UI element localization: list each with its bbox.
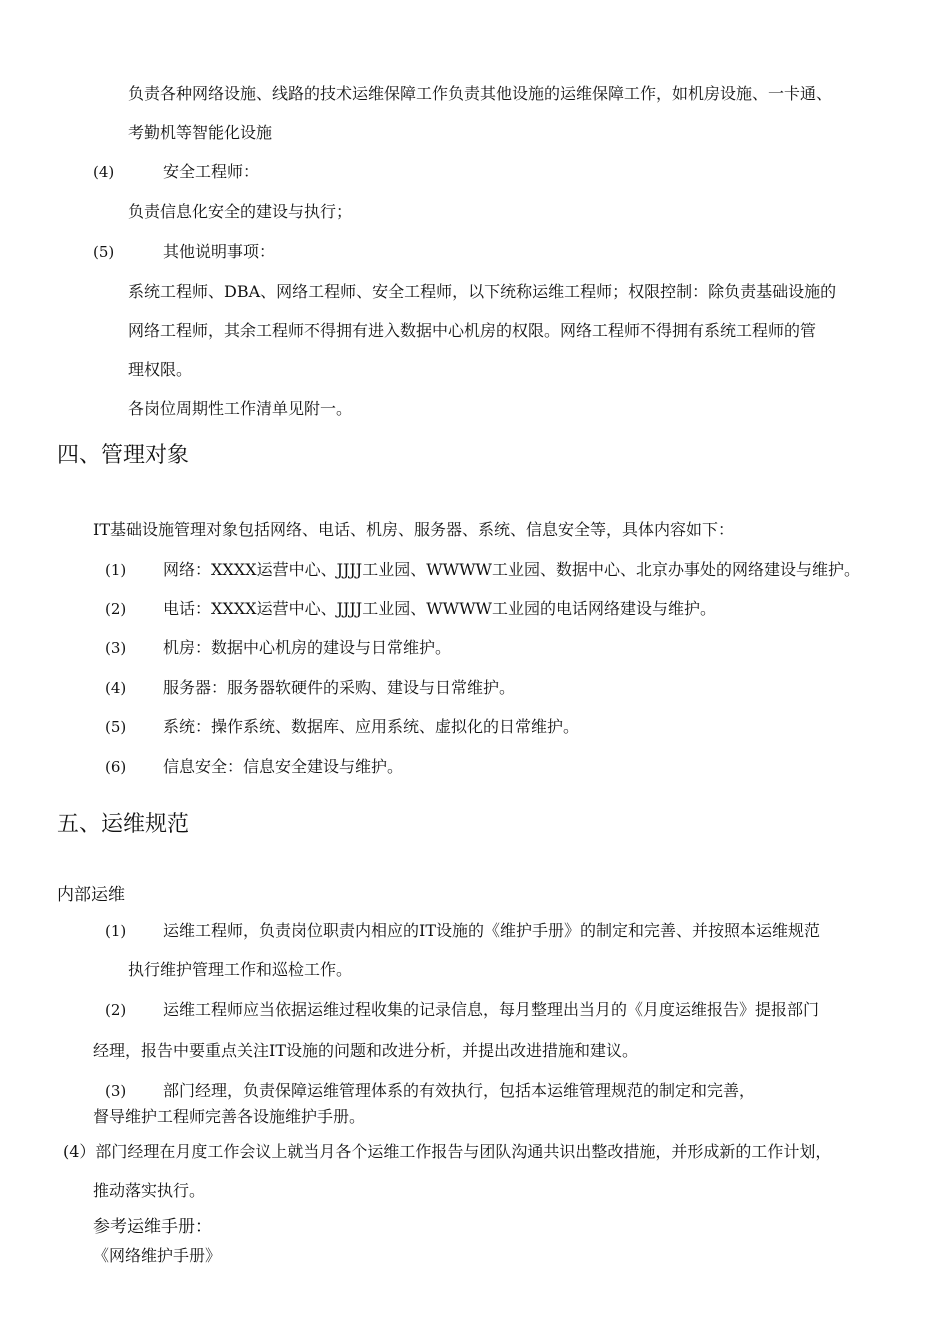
ops-item1-line1: 运维工程师，负责岗位职责内相应的IT设施的《维护手册》的制定和完善、并按照本运维规范	[163, 921, 820, 940]
reference-manual-item: 《网络维护手册》	[93, 1246, 222, 1265]
ops-item3-line2: 督导维护工程师完善各设施维护手册。	[93, 1107, 366, 1126]
list-item-number: (4)	[105, 679, 127, 697]
ops-item1-line2: 执行维护管理工作和巡检工作。	[128, 960, 353, 979]
security-engineer-desc: 负责信息化安全的建设与执行；	[128, 202, 353, 221]
ops-item4-line2: 推动落实执行。	[93, 1181, 206, 1200]
list-item-number: (1)	[105, 561, 127, 579]
list-item-text: 服务器：服务器软硬件的采购、建设与日常维护。	[163, 678, 516, 697]
list-item-text: 系统：操作系统、数据库、应用系统、虚拟化的日常维护。	[163, 717, 580, 736]
ops-item4-line1: (4）部门经理在月度工作会议上就当月各个运维工作报告与团队沟通共识出整改措施，并形成新的工作计划，	[63, 1142, 832, 1161]
list-item-text: 机房：数据中心机房的建设与日常维护。	[163, 638, 452, 657]
list-item-number: (1)	[105, 922, 127, 940]
list-item-text: 信息安全：信息安全建设与维护。	[163, 757, 404, 776]
list-item-number: (3)	[105, 639, 127, 657]
other-notes-line1: 系统工程师、DBA、网络工程师、安全工程师，以下统称运维工程师；权限控制：除负责基础设施的	[128, 282, 837, 301]
list-item-text: 网络：XXXX运营中心、JJJJ工业园、WWWW工业园、数据中心、北京办事处的网络建设与维护。	[163, 560, 861, 579]
security-engineer-title: 安全工程师：	[163, 162, 260, 181]
other-notes-line3: 理权限。	[128, 360, 193, 379]
reference-manuals-title: 参考运维手册：	[93, 1217, 212, 1237]
management-objects-intro: IT基础设施管理对象包括网络、电话、机房、服务器、系统、信息安全等，具体内容如下：	[93, 520, 734, 539]
list-item-number: (2)	[105, 600, 127, 618]
list-item-number: (2)	[105, 1001, 127, 1019]
section-heading-management-objects: 四、管理对象	[57, 443, 190, 468]
subheading-internal-ops: 内部运维	[57, 885, 125, 905]
item-number: (5)	[93, 243, 115, 261]
other-notes-line2: 网络工程师，其余工程师不得拥有进入数据中心机房的权限。网络工程师不得拥有系统工程师的管	[128, 321, 817, 340]
network-engineer-desc-line2: 考勤机等智能化设施	[128, 123, 273, 142]
list-item-number: (6)	[105, 758, 127, 776]
item-number: (4)	[93, 163, 115, 181]
list-item-number: (3)	[105, 1082, 127, 1100]
list-item-number: (5)	[105, 718, 127, 736]
ops-item2-line2: 经理，报告中要重点关注IT设施的问题和改进分析，并提出改进措施和建议。	[93, 1041, 638, 1060]
section-heading-ops-standards: 五、运维规范	[57, 812, 190, 837]
other-notes-title: 其他说明事项：	[163, 242, 276, 261]
ops-item3-line1: 部门经理，负责保障运维管理体系的有效执行，包括本运维管理规范的制定和完善，	[163, 1081, 756, 1100]
network-engineer-desc-line1: 负责各种网络设施、线路的技术运维保障工作负责其他设施的运维保障工作，如机房设施、一卡通、	[128, 84, 833, 103]
other-notes-line4: 各岗位周期性工作清单见附一。	[128, 399, 353, 418]
ops-item2-line1: 运维工程师应当依据运维过程收集的记录信息，每月整理出当月的《月度运维报告》提报部门	[163, 1000, 820, 1019]
list-item-text: 电话：XXXX运营中心、JJJJ工业园、WWWW工业园的电话网络建设与维护。	[163, 599, 717, 618]
